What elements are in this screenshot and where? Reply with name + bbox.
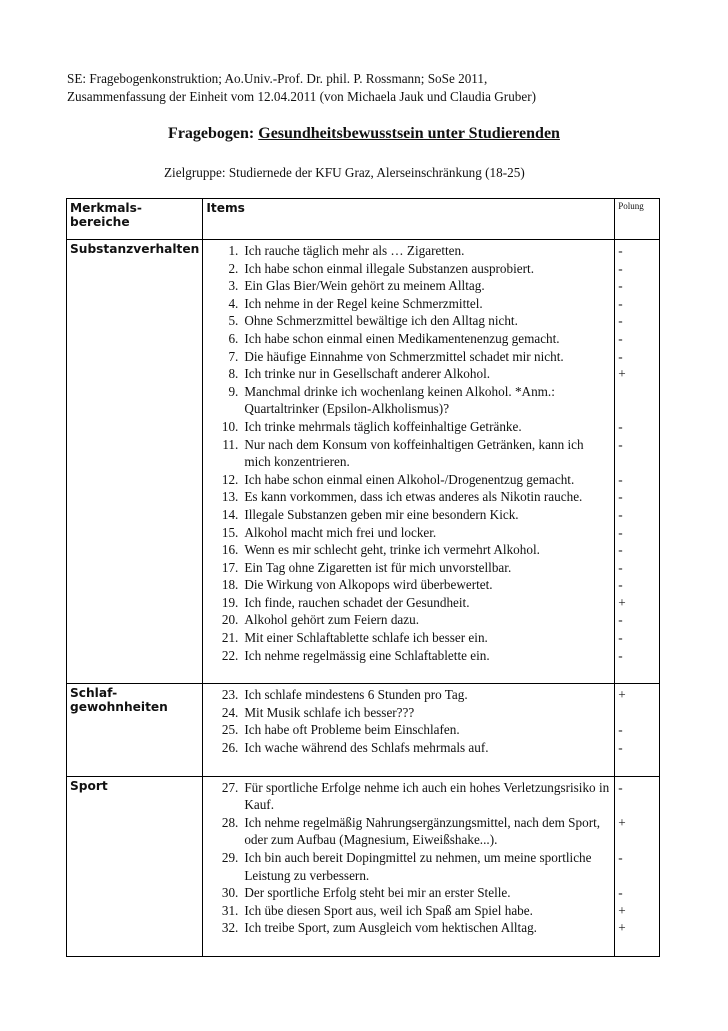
polung-value: -	[618, 630, 623, 646]
polung-value: -	[618, 348, 623, 364]
section-items	[203, 240, 615, 684]
polung-value: -	[618, 313, 623, 329]
item-number: 31.	[221, 902, 239, 918]
list-item	[206, 629, 611, 647]
questionnaire-table	[66, 198, 660, 957]
list-item	[206, 594, 611, 612]
item-text: Ich trinke nur in Gesellschaft anderer Alkohol.	[244, 366, 491, 382]
list-item	[206, 849, 611, 884]
polung-value: -	[618, 295, 623, 311]
list-item	[206, 686, 611, 704]
item-text: Es kann vorkommen, dass ich etwas anderes als Nikotin rauche.	[244, 489, 583, 505]
header-line-1: SE: Fragebogenkonstruktion; Ao.Univ.-Prof. Dr. phil. P. Rossmann; SoSe 2011,	[67, 71, 488, 86]
header-polung: Polung	[615, 199, 660, 240]
header-items: Items	[203, 199, 615, 240]
polung-value: -	[618, 524, 623, 540]
item-number: 30.	[221, 885, 239, 901]
item-number: 20.	[221, 612, 239, 628]
polung-value: -	[618, 489, 623, 505]
polung-value	[618, 383, 656, 418]
item-text: Ich wache während des Schlafs mehrmals auf.	[244, 740, 489, 756]
list-item	[206, 704, 611, 722]
item-text: Ein Glas Bier/Wein gehört zu meinem Alltag.	[244, 278, 485, 294]
item-number: 6.	[228, 330, 239, 346]
item-text: Illegale Substanzen geben mir eine besondern Kick.	[244, 506, 519, 522]
polung-value: -	[618, 330, 623, 346]
item-text: Die Wirkung von Alkopops wird überbewertet.	[244, 577, 493, 593]
item-number: 21.	[221, 630, 239, 646]
section-name: Substanzverhalten	[67, 240, 203, 684]
item-number: 19.	[221, 594, 239, 610]
polung-value: +	[618, 687, 626, 703]
list-item	[206, 919, 611, 937]
item-number: 13.	[221, 489, 239, 505]
item-text: Ich nehme in der Regel keine Schmerzmittel.	[244, 295, 483, 311]
section-polung	[615, 776, 660, 956]
polung-value: -	[618, 278, 623, 294]
item-text: Ohne Schmerzmittel bewältige ich den Alltag nicht.	[244, 313, 518, 329]
item-text: Manchmal drinke ich wochenlang keinen Alkohol. *Anm.: Quartaltrinker (Epsilon-Alkholismus)?	[244, 383, 555, 417]
section-row	[67, 776, 660, 956]
page-title	[0, 125, 728, 143]
list-item	[206, 611, 611, 629]
list-item	[206, 814, 611, 849]
section-items	[203, 684, 615, 776]
list-item	[206, 902, 611, 920]
section-row	[67, 684, 660, 776]
item-number: 10.	[221, 418, 239, 434]
list-item	[206, 383, 611, 418]
item-number: 5.	[228, 313, 239, 329]
list-item	[206, 739, 611, 757]
list-item	[206, 330, 611, 348]
item-number: 9.	[228, 383, 239, 399]
list-item	[206, 295, 611, 313]
polung-value: -	[618, 612, 623, 628]
item-number: 3.	[228, 278, 239, 294]
polung-value: +	[618, 366, 626, 382]
polung-value: -	[618, 418, 623, 434]
item-text: Wenn es mir schlecht geht, trinke ich vermehrt Alkohol.	[244, 542, 540, 558]
item-number: 27.	[221, 779, 239, 795]
list-item	[206, 260, 611, 278]
table-header-row	[67, 199, 660, 240]
item-number: 29.	[221, 850, 239, 865]
item-text: Ich treibe Sport, zum Ausgleich vom hektischen Alltag.	[244, 920, 537, 936]
item-number: 18.	[221, 577, 239, 593]
item-number: 12.	[221, 471, 239, 487]
item-text: Ich habe schon einmal einen Medikamentenenzug gemacht.	[244, 330, 560, 346]
section-row	[67, 240, 660, 684]
list-item	[206, 277, 611, 295]
list-item	[206, 471, 611, 489]
item-text: Ich nehme regelmässig eine Schlaftablette ein.	[244, 647, 490, 663]
polung-value	[618, 704, 656, 722]
item-number: 17.	[221, 559, 239, 575]
polung-value: -	[618, 542, 623, 558]
title-main: Gesundheitsbewusstsein unter Studierenden	[258, 125, 560, 142]
item-text: Ich habe schon einmal illegale Substanzen ausprobiert.	[244, 260, 534, 276]
list-item	[206, 418, 611, 436]
section-name: Schlaf- gewohnheiten	[67, 684, 203, 776]
polung-value: +	[618, 902, 626, 918]
item-number: 25.	[221, 722, 239, 738]
item-text: Ich bin auch bereit Dopingmittel zu nehmen, um meine sportliche Leistung zu verbessern.	[244, 850, 592, 883]
polung-value: -	[618, 243, 623, 258]
list-item	[206, 506, 611, 524]
list-item	[206, 779, 611, 814]
section-name: Sport	[67, 776, 203, 956]
list-item	[206, 647, 611, 665]
item-number: 14.	[221, 506, 239, 522]
item-text: Alkohol gehört zum Feiern dazu.	[244, 612, 420, 628]
document-header	[67, 70, 536, 106]
item-number: 23.	[221, 687, 239, 703]
item-text: Ich habe schon einmal einen Alkohol-/Drogenentzug gemacht.	[244, 471, 575, 487]
item-number: 4.	[228, 295, 239, 311]
polung-value: -	[618, 885, 623, 901]
section-items	[203, 776, 615, 956]
item-text: Mit Musik schlafe ich besser???	[244, 704, 415, 720]
item-number: 28.	[221, 814, 239, 830]
item-number: 8.	[228, 366, 239, 382]
polung-value: +	[618, 594, 626, 610]
list-item	[206, 884, 611, 902]
item-number: 24.	[221, 704, 239, 720]
item-number: 22.	[221, 647, 239, 663]
polung-value: -	[618, 559, 623, 575]
item-text: Ich schlafe mindestens 6 Stunden pro Tag.	[244, 687, 468, 703]
list-item	[206, 541, 611, 559]
item-text: Für sportliche Erfolge nehme ich auch ein hohes Verletzungsrisiko in Kauf.	[244, 779, 610, 813]
list-item	[206, 348, 611, 366]
item-text: Ich habe oft Probleme beim Einschlafen.	[244, 722, 460, 738]
item-text: Ich trinke mehrmals täglich koffeinhaltige Getränke.	[244, 418, 522, 434]
list-item	[206, 488, 611, 506]
polung-value: -	[618, 722, 623, 738]
item-number: 1.	[228, 243, 239, 258]
list-item	[206, 242, 611, 260]
polung-value: -	[618, 471, 623, 487]
polung-value: -	[618, 577, 623, 593]
item-text: Nur nach dem Konsum von koffeinhaltigen Getränken, kann ich mich konzentrieren.	[244, 436, 584, 470]
item-number: 11.	[222, 436, 239, 452]
item-number: 7.	[228, 348, 239, 364]
item-number: 32.	[221, 920, 239, 936]
item-text: Ein Tag ohne Zigaretten ist für mich unvorstellbar.	[244, 559, 512, 575]
item-number: 15.	[221, 524, 239, 540]
item-number: 26.	[221, 740, 239, 756]
polung-value: -	[618, 740, 623, 756]
title-prefix: Fragebogen:	[168, 125, 259, 142]
polung-value: -	[618, 260, 623, 276]
polung-value: -	[618, 647, 623, 663]
item-text: Ich nehme regelmäßig Nahrungsergänzungsmittel, nach dem Sport, oder zum Aufbau (Magnesium, Eiweißshake...).	[244, 814, 601, 848]
list-item	[206, 365, 611, 383]
section-polung	[615, 240, 660, 684]
item-text: Ich rauche täglich mehr als … Zigaretten.	[244, 243, 465, 258]
page-subtitle: Zielgruppe: Studiernede der KFU Graz, Alerseinschränkung (18-25)	[164, 165, 525, 180]
header-line-2: Zusammenfassung der Einheit vom 12.04.2011 (von Michaela Jauk und Claudia Gruber)	[67, 89, 537, 104]
polung-value: -	[618, 779, 623, 795]
item-text: Ich übe diesen Sport aus, weil ich Spaß am Spiel habe.	[244, 902, 533, 918]
item-text: Der sportliche Erfolg steht bei mir an erster Stelle.	[244, 885, 511, 901]
section-polung	[615, 684, 660, 776]
polung-value: -	[618, 506, 623, 522]
list-item	[206, 312, 611, 330]
polung-value: +	[618, 920, 626, 936]
list-item	[206, 576, 611, 594]
item-number: 2.	[228, 260, 239, 276]
item-text: Mit einer Schlaftablette schlafe ich besser ein.	[244, 630, 488, 646]
item-text: Alkohol macht mich frei und locker.	[244, 524, 437, 540]
item-text: Ich finde, rauchen schadet der Gesundheit.	[244, 594, 470, 610]
list-item	[206, 721, 611, 739]
polung-value: +	[618, 814, 626, 830]
item-text: Die häufige Einnahme von Schmerzmittel schadet mir nicht.	[244, 348, 564, 364]
list-item	[206, 524, 611, 542]
polung-value: -	[618, 850, 623, 865]
list-item	[206, 559, 611, 577]
polung-value: -	[618, 436, 623, 452]
list-item	[206, 436, 611, 471]
item-number: 16.	[221, 542, 239, 558]
header-merkmalsbereiche: Merkmals- bereiche	[67, 199, 203, 240]
